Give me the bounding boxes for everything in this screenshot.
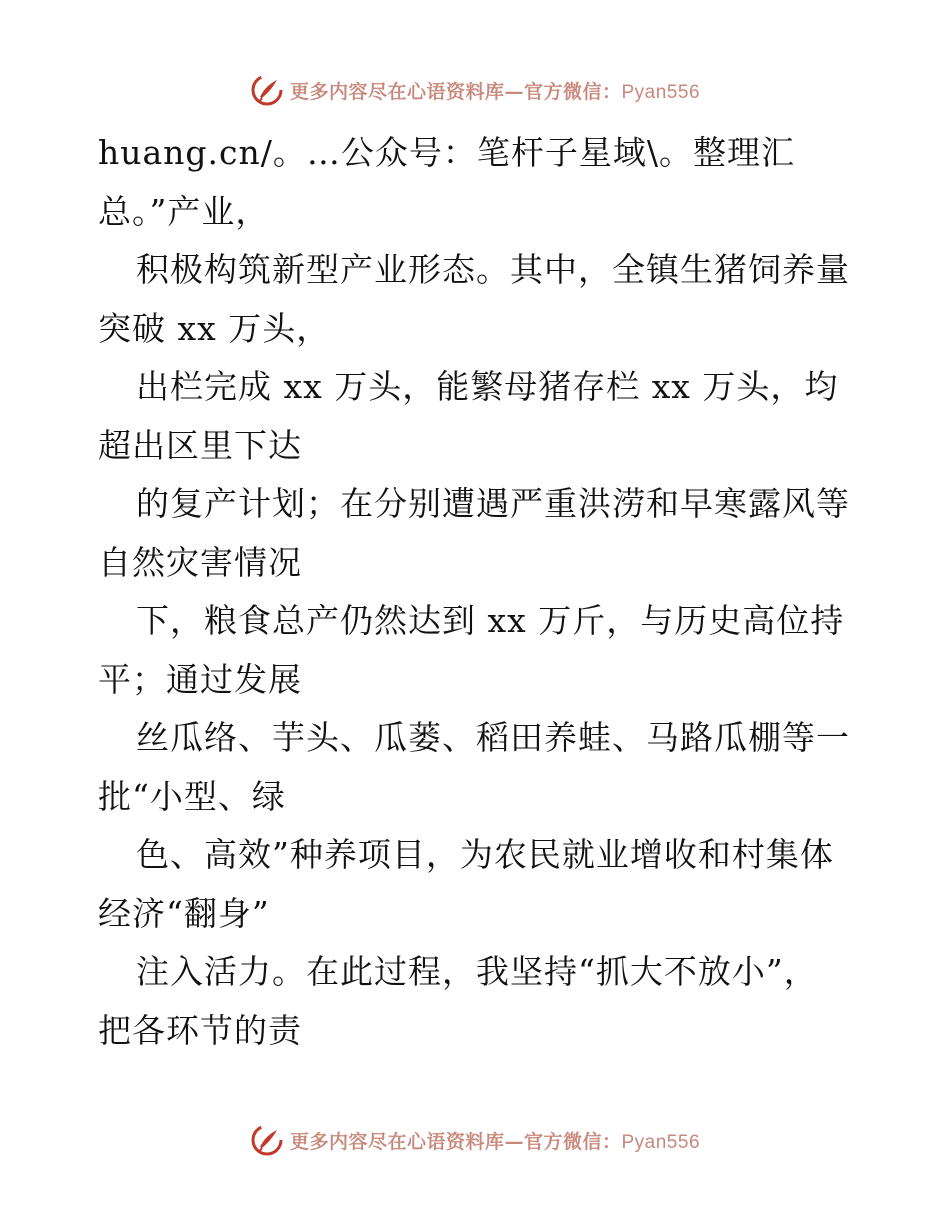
text-line: 突破 xx 万头，	[98, 308, 331, 348]
document-body	[98, 124, 858, 1060]
text-line: 超出区里下达	[98, 425, 302, 465]
header-watermark	[0, 70, 950, 110]
text-line: 下，粮食总产仍然达到 xx 万斤，与历史高位持	[136, 601, 845, 640]
text-line: 平；通过发展	[98, 659, 302, 699]
text-line: 自然灾害情况	[98, 542, 302, 582]
footer-watermark	[0, 1120, 950, 1160]
watermark-text: 更多内容尽在心语资料库—官方微信：Pyan556	[289, 1130, 701, 1153]
text-line: 把各环节的责	[98, 1010, 302, 1050]
text-line: 积极构筑新型产业形态。其中，全镇生猪饲养量	[136, 250, 850, 289]
watermark-text: 更多内容尽在心语资料库—官方微信：Pyan556	[289, 80, 701, 103]
text-line: 总。”产业，	[98, 191, 270, 231]
text-line: 批“小型、绿	[98, 776, 286, 816]
text-line: 经济“翻身”	[98, 893, 270, 933]
text-line: 注入活力。在此过程，我坚持“抓大不放小”，	[136, 952, 818, 991]
text-line: 出栏完成 xx 万头，能繁母猪存栏 xx 万头，均	[136, 367, 839, 406]
text-line: 色、高效”种养项目，为农民就业增收和村集体	[136, 835, 834, 874]
quill-heart-logo-icon	[250, 1123, 284, 1157]
text-line: 的复产计划；在分别遭遇严重洪涝和早寒露风等	[136, 484, 850, 523]
text-line: huang.cn/。…公众号：笔杆子星域\。整理汇	[98, 133, 796, 172]
text-line: 丝瓜络、芋头、瓜蒌、稻田养蛙、马路瓜棚等一	[136, 718, 850, 757]
quill-heart-logo-icon	[250, 73, 284, 107]
